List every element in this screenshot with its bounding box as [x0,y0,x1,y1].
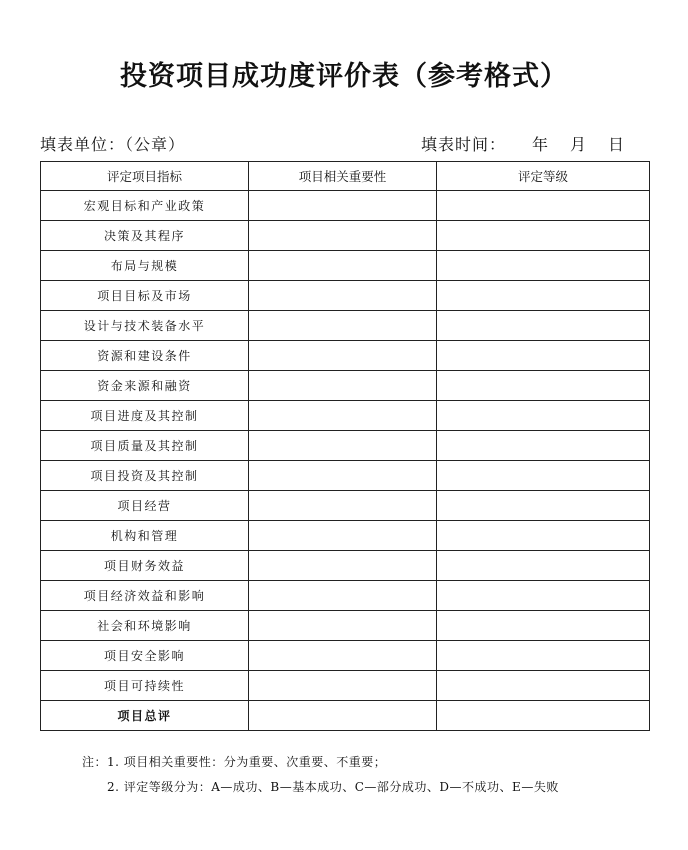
notes [82,750,559,800]
header-grade: 评定等级 [437,162,650,191]
table-row [41,701,650,731]
importance-cell[interactable] [249,701,437,731]
grade-cell[interactable] [437,221,650,251]
importance-cell[interactable] [249,491,437,521]
grade-cell[interactable] [437,341,650,371]
table-row [41,611,650,641]
evaluation-table [40,161,650,731]
year-label: 年 [531,135,548,154]
grade-cell[interactable] [437,371,650,401]
grade-cell[interactable] [437,581,650,611]
header-importance: 项目相关重要性 [249,162,437,191]
fill-date-label: 填表时间： [420,135,506,154]
table-row [41,551,650,581]
grade-cell[interactable] [437,251,650,281]
grade-cell[interactable] [437,701,650,731]
note-1: 注：1. 项目相关重要性：分为重要、次重要、不重要； [82,755,387,769]
indicator-cell: 项目投资及其控制 [41,461,249,491]
grade-cell[interactable] [437,611,650,641]
importance-cell[interactable] [249,551,437,581]
indicator-cell: 项目目标及市场 [41,281,249,311]
indicator-cell: 资源和建设条件 [41,341,249,371]
table-row [41,371,650,401]
table-row [41,311,650,341]
indicator-cell: 项目进度及其控制 [41,401,249,431]
importance-cell[interactable] [249,341,437,371]
indicator-cell: 决策及其程序 [41,221,249,251]
grade-cell[interactable] [437,521,650,551]
table-row [41,581,650,611]
importance-cell[interactable] [249,641,437,671]
grade-cell[interactable] [437,431,650,461]
indicator-cell: 机构和管理 [41,521,249,551]
importance-cell[interactable] [249,371,437,401]
importance-cell[interactable] [249,521,437,551]
table-row [41,401,650,431]
indicator-cell: 项目总评 [41,701,249,731]
importance-cell[interactable] [249,431,437,461]
indicator-cell: 布局与规模 [41,251,249,281]
importance-cell[interactable] [249,251,437,281]
grade-cell[interactable] [437,311,650,341]
importance-cell[interactable] [249,671,437,701]
table-row [41,221,650,251]
grade-cell[interactable] [437,461,650,491]
table-header-row [41,162,650,191]
day-label: 日 [607,135,624,154]
grade-cell[interactable] [437,641,650,671]
indicator-cell: 项目经济效益和影响 [41,581,249,611]
importance-cell[interactable] [249,221,437,251]
indicator-cell: 项目可持续性 [41,671,249,701]
table-row [41,461,650,491]
table-row [41,251,650,281]
fill-date [421,132,624,155]
grade-cell[interactable] [437,671,650,701]
table-row [41,431,650,461]
indicator-cell: 宏观目标和产业政策 [41,191,249,221]
page-title: 投资项目成功度评价表（参考格式） [120,61,568,92]
importance-cell[interactable] [249,311,437,341]
indicator-cell: 项目财务效益 [41,551,249,581]
form-meta [40,132,648,154]
table-row [41,671,650,701]
importance-cell[interactable] [249,401,437,431]
importance-cell[interactable] [249,191,437,221]
grade-cell[interactable] [437,401,650,431]
importance-cell[interactable] [249,281,437,311]
grade-cell[interactable] [437,191,650,221]
grade-cell[interactable] [437,281,650,311]
table-row [41,191,650,221]
month-label: 月 [569,135,586,154]
importance-cell[interactable] [249,611,437,641]
importance-cell[interactable] [249,581,437,611]
grade-cell[interactable] [437,551,650,581]
table-row [41,281,650,311]
importance-cell[interactable] [249,461,437,491]
table-row [41,641,650,671]
note-2: 2. 评定等级分为：A—成功、B—基本成功、C—部分成功、D—不成功、E—失败 [107,780,559,794]
table-row [41,341,650,371]
table-row [41,491,650,521]
indicator-cell: 社会和环境影响 [41,611,249,641]
indicator-cell: 项目安全影响 [41,641,249,671]
indicator-cell: 设计与技术装备水平 [41,311,249,341]
indicator-cell: 项目质量及其控制 [41,431,249,461]
fill-unit-label: 填表单位：（公章） [40,135,186,154]
grade-cell[interactable] [437,491,650,521]
indicator-cell: 资金来源和融资 [41,371,249,401]
table-row [41,521,650,551]
indicator-cell: 项目经营 [41,491,249,521]
header-indicator: 评定项目指标 [41,162,249,191]
